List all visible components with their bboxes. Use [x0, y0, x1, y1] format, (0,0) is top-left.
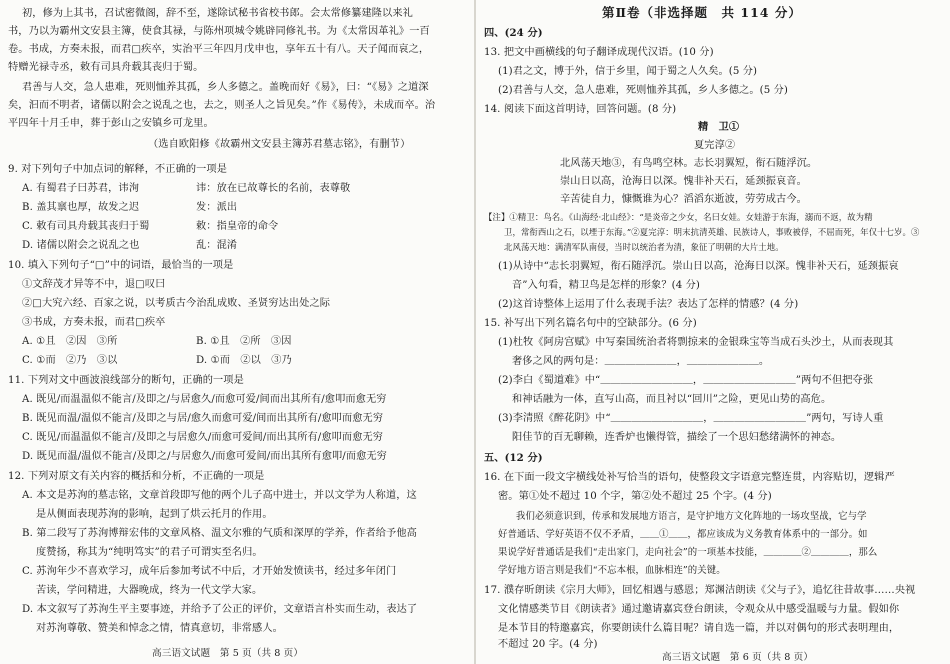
q12-option-c-cont: 苦读，学问精进，大器晚成，终为一代文学大家。	[36, 585, 263, 596]
question-11-stem: 11. 下列对文中画波浪线部分的断句，正确的一项是	[8, 375, 244, 386]
passage-line: 书，乃以为霸州文安县主簿，使食其禄，与陈州项城令姚辟同修礼书。为《太常因革礼》一百	[8, 26, 430, 37]
q10-option-c: C. ①而 ②乃 ③以	[22, 355, 118, 366]
q10-item: ②□大究六经、百家之说，以考质古今治乱成败、圣贤穷达出处之际	[22, 298, 331, 309]
q15-line: 和神话融为一体，直写山高，而且衬以“回川”之险，更见山势的高危。	[512, 394, 832, 405]
q14-sub-2: (2)这首诗整体上运用了什么表现手法？表达了怎样的情感？(4 分)	[498, 299, 799, 310]
q10-option-a: A. ①且 ②因 ③所	[22, 336, 118, 347]
question-17-stem-cont: 文化情感类节目《朗读者》通过邀请嘉宾登台朗读，令观众从中感受温暖与力量。假如你	[498, 604, 900, 615]
question-10-stem: 10. 填入下列句子“□”中的词语，最恰当的一项是	[8, 260, 234, 271]
q10-option-d: D. ①而 ②以 ③乃	[196, 355, 292, 366]
q12-option-a-cont: 是从侧面表现苏洵的影响，起到了烘云托月的作用。	[36, 509, 273, 520]
q9-option-d: D. 诸儒以附会之说乱之也	[22, 240, 140, 251]
section-4-heading: 四、(24 分)	[484, 27, 543, 39]
poem-note: 卫，常衔西山之石，以堙于东海。”②夏完淳：明末抗清英雄、民族诗人，事败被俘，不屈而死，年仅十七岁。③	[504, 227, 920, 237]
poem-note: 【注】①精卫：鸟名。《山海经·北山经》：“是炎帝之少女，名曰女娃。女娃游于东海，溺而不返，故为精	[484, 212, 873, 222]
q16-passage: 好普通话、学好英语不仅不矛盾，＿＿①＿＿，都应该成为义务教育体系中的一部分。如	[498, 529, 868, 540]
q15-line: 奢侈之风的两句是：＿＿＿＿＿＿＿，＿＿＿＿＿＿＿。	[512, 356, 770, 367]
q10-item: ③书成，方奏未报，而君□疾卒	[22, 317, 166, 328]
q10-item: ①文辞茂才异等不中，退□叹曰	[22, 279, 166, 290]
q9-option-c: C. 敕有司具舟载其丧归于蜀	[22, 221, 150, 232]
passage-source: （选自欧阳修《故霸州文安县主簿苏君墓志铭》，有删节）	[148, 139, 411, 150]
exam-page-right	[476, 0, 950, 664]
q9-option-a: A. 有蜀君子曰苏君，讳洵	[22, 183, 140, 194]
poem-author: 夏完淳②	[694, 140, 736, 151]
page-footer-left: 高三语文试题 第 5 页（共 8 页）	[152, 648, 304, 659]
q10-option-b: B. ①且 ②所 ③因	[196, 336, 292, 347]
q15-line: (1)杜牧《阿房宫赋》中写秦国统治者将剽掠来的金银珠宝等当成石头沙土，从而表现其	[498, 337, 894, 348]
q9-option-c-gloss: 敕：指皇帝的命令	[196, 221, 279, 232]
passage-line: 特赠光禄寺丞，敕有司具舟载其丧归于蜀。	[8, 62, 204, 73]
question-17-stem-cont: 不超过 20 字。(4 分)	[498, 639, 598, 650]
q15-line: (3)李清照《醉花阴》中“＿＿＿＿＿＿＿＿＿，＿＿＿＿＿＿＿＿＿”两句，写诗人重	[498, 413, 884, 424]
q13-item-2: (2)君善与人交，急人患难，死则恤养其孤，乡人多德之。(5 分)	[498, 85, 788, 96]
q15-line: 阳佳节的百无聊赖，连香炉也懒得管，描绘了一个思妇愁绪满怀的神态。	[512, 432, 842, 443]
question-9-stem: 9. 对下列句子中加点词的解释，不正确的一项是	[8, 164, 228, 175]
poem-line: 北风荡天地③，有鸟鸣空林。志长羽翼短，衔石随浮沉。	[560, 158, 818, 169]
poem-line: 崇山日以高，沧海日以深。愧非补天石，延颈振哀音。	[560, 176, 807, 187]
q15-line: (2)李白《蜀道难》中“＿＿＿＿＿＿＿＿＿，＿＿＿＿＿＿＿＿＿”两句不但把夺张	[498, 375, 874, 386]
q16-passage: 我们必须意识到，传承和发展地方语言，是守护地方文化阵地的一场攻坚战，它与学	[516, 511, 867, 522]
q11-option-b: B. 既见而温/温似不能言/及即之与居/愈久而愈可爱/间而出其所有/愈叩而愈无穷	[22, 413, 384, 424]
q14-sub-1-cont: 音”入句看，精卫鸟是怎样的形象？(4 分)	[512, 280, 700, 291]
passage-line: 初，修为上其书，召试密微阁，辞不至，遂除试秘书省校书郎。会太常修纂建隆以来礼	[22, 8, 413, 19]
q16-passage: 学好地方语言则是我们“不忘本根，血脉相连”的关键。	[498, 565, 726, 576]
question-15-stem: 15. 补写出下列名篇名句中的空缺部分。(6 分)	[484, 318, 697, 329]
passage-line: 君善与人交，急人患难，死则恤养其孤，乡人多德之。盖晚而好《易》，曰：“《易》之道深	[22, 82, 429, 93]
question-12-stem: 12. 下列对原文有关内容的概括和分析，不正确的一项是	[8, 471, 265, 482]
q11-option-d: D. 既见而温/温似不能言/及即之/与居愈久/而愈可爱间/而出其所有愈叩/而愈无穷	[22, 451, 387, 462]
passage-line: 平四年十月壬申，葬于彭山之安镇乡可龙里。	[8, 118, 214, 129]
q9-option-a-gloss: 讳：放在已故尊长的名前，表尊敬	[196, 183, 351, 194]
poem-title: 精 卫①	[698, 121, 740, 133]
q12-option-c: C. 苏洵年少不喜欢学习，成年后参加考试不中后，才开始发愤读书，经过多年闭门	[22, 566, 397, 577]
q12-option-b: B. 第二段写了苏洵博辩宏伟的文章风格、温文尔雅的气质和深厚的学养，作者给予他高	[22, 528, 417, 539]
passage-line: 卷。书成，方奏未报，而君□疾卒，实治平三年四月戊申也，享年五十有八。天子闻而哀之，	[8, 44, 430, 55]
q11-option-a: A. 既见/而温温似不能言/及即之/与居愈久/而愈可爱/间而出其所有/愈叩而愈无穷	[22, 394, 387, 405]
question-13-stem: 13. 把文中画横线的句子翻译成现代汉语。(10 分)	[484, 47, 714, 58]
volume-title: 第Ⅱ卷（非选择题 共 114 分）	[602, 5, 802, 20]
q14-sub-1: (1)从诗中“志长羽翼短，衔石随浮沉。崇山日以高，沧海日以深。愧非补天石，延颈振哀	[498, 261, 899, 272]
question-14-stem: 14. 阅读下面这首明诗，回答问题。(8 分)	[484, 104, 677, 115]
q9-option-d-gloss: 乱：混淆	[196, 240, 238, 251]
page-footer-right: 高三语文试题 第 6 页（共 8 页）	[662, 652, 814, 663]
poem-note: 北风荡天地：满清军队南侵，当时以统治者为清，象征了明朝的大片土地。	[504, 242, 784, 252]
q12-option-d-cont: 对苏洵尊敬、赞美和悼念之情，情真意切，非常感人。	[36, 623, 283, 634]
question-16-stem-cont: 密。第①处不超过 10 个字，第②处不超过 25 个字。(4 分)	[498, 491, 772, 502]
q16-passage: 果说学好普通话是我们“走出家门，走向社会”的一项基本技能，＿＿＿＿②＿＿＿＿，那么	[498, 547, 878, 558]
poem-line: 辛苦徒自力，慷慨谁为心？滔滔东逝波，劳劳成古今。	[560, 194, 807, 205]
q12-option-b-cont: 度赞扬，称其为“纯明笃实”的君子可谓实至名归。	[36, 547, 263, 558]
q13-item-1: (1)君之文，博于外，信于乡里，闻于蜀之人久矣。(5 分)	[498, 66, 758, 77]
q12-option-d: D. 本文叙写了苏洵生平主要事迹，并给予了公正的评价，文章语言朴实而生动，表达了	[22, 604, 418, 615]
q11-option-c: C. 既见/而温温似不能言/及即之与居愈久/而愈可爱间/而出其所有/愈叩而愈无穷	[22, 432, 384, 443]
section-5-heading: 五、(12 分)	[484, 452, 543, 464]
q9-option-b: B. 盖其禀也厚，故发之迟	[22, 202, 140, 213]
q12-option-a: A. 本文是苏洵的墓志铭，文章首段即写他的两个儿子高中进士，并以文学为人称道，这	[22, 490, 417, 501]
question-17-stem-cont: 是本节目的特邀嘉宾，你要朗读什么篇目呢？请自选一篇，并以对偶句的形式表明理由，	[498, 623, 900, 634]
exam-page-left	[0, 0, 474, 664]
q9-option-b-gloss: 发：派出	[196, 202, 238, 213]
question-16-stem: 16. 在下面一段文字横线处补写恰当的语句，使整段文字语意完整连贯，内容贴切，逻辑严	[484, 472, 895, 483]
question-17-stem: 17. 濮存昕朗读《宗月大师》，回忆相遇与感恩；郑渊洁朗读《父与子》，追忆往昔故事……央视	[484, 585, 916, 596]
passage-line: 矣，汩而不明者，诸儒以附会之说乱之也，去之，则圣人之旨见矣。”作《易传》，未成而卒。治	[8, 100, 436, 111]
